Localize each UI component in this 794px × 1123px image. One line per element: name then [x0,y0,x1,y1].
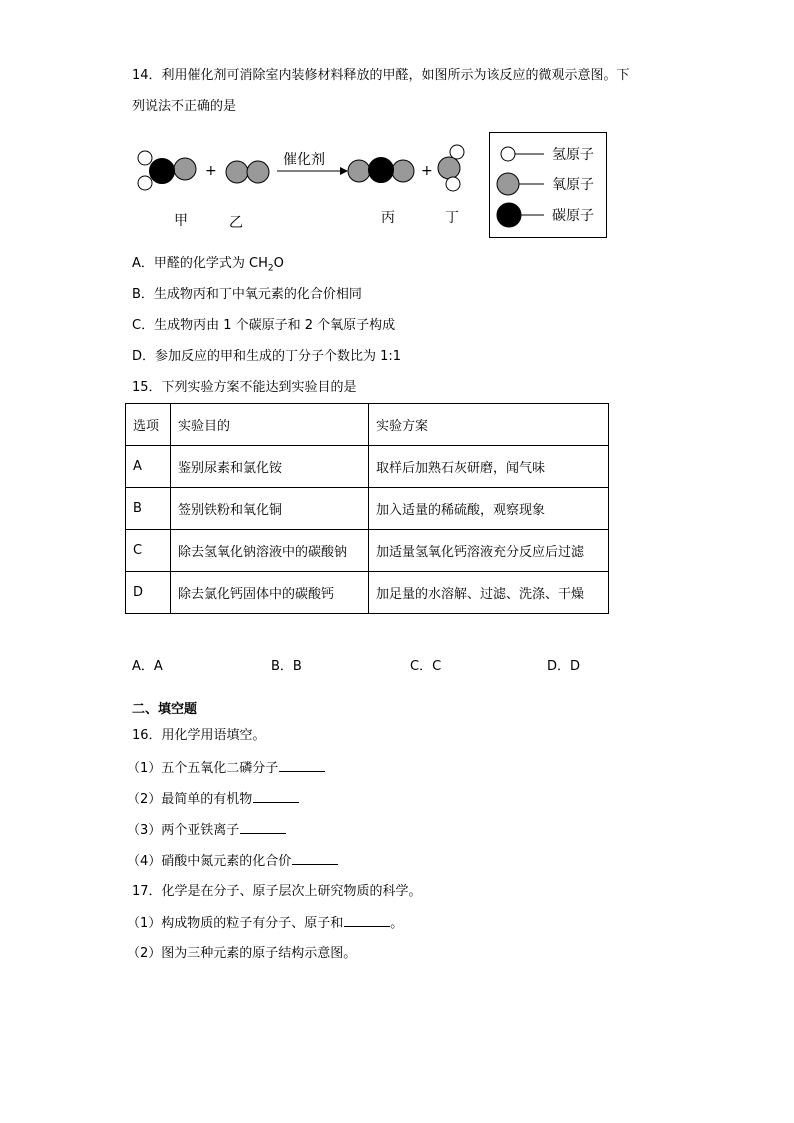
row-purpose: 除去氢氧化钠溶液中的碳酸钠 [171,530,369,572]
oxygen-atom-icon [497,173,519,195]
hydrogen-atom-icon [501,147,515,161]
row-option: D [126,572,171,614]
q15-choice-a: A．A [132,659,163,674]
q17-item-1: （1）构成物质的粒子有分子、原子和 。 [127,916,404,931]
q14-option-b: B．生成物丙和丁中氧元素的化合价相同 [132,287,362,302]
row-purpose: 鉴别尿素和氯化铵 [171,446,369,488]
molecule-jia [138,151,196,190]
row-option: A [126,446,171,488]
q16-item-1: （1）五个五氧化二磷分子 [127,759,325,778]
table-row [126,530,609,572]
q14-option-d: D．参加反应的甲和生成的丁分子个数比为 1:1 [132,349,402,364]
row-plan: 加足量的水溶解、过滤、洗涤、干燥 [369,572,609,614]
answer-blank[interactable] [279,759,325,772]
q16-item-3: （3）两个亚铁离子 [127,821,286,840]
legend-carbon: 碳原子 [552,208,594,224]
header-plan: 实验方案 [369,404,609,446]
q14-option-c: C．生成物丙由 1 个碳原子和 2 个氧原子构成 [132,318,396,333]
q15-choice-b: B．B [271,659,302,674]
answer-blank[interactable] [292,852,338,865]
arrow-head-icon [340,167,348,175]
legend-hydrogen: 氢原子 [552,147,594,163]
q14-stem-line2: 列说法不正确的是 [132,99,237,114]
row-plan: 加适量氢氧化钙溶液充分反应后过滤 [369,530,609,572]
q17-stem: 17．化学是在分子、原子层次上研究物质的科学。 [132,884,422,899]
reaction-micro-diagram [130,128,610,240]
legend-box [490,133,607,238]
q15-stem: 15．下列实验方案不能达到实验目的是 [132,380,357,395]
label-jia: 甲 [174,213,188,229]
q16-stem: 16．用化学用语填空。 [132,728,266,743]
table-row [126,572,609,614]
header-option: 选项 [126,404,171,446]
carbon-atom-icon [497,203,521,227]
answer-blank[interactable] [344,914,390,927]
catalyst-label: 催化剂 [283,152,325,168]
row-option: B [126,488,171,530]
plus-sign: + [205,163,217,179]
row-purpose: 除去氯化钙固体中的碳酸钙 [171,572,369,614]
section-title: 二、填空题 [132,702,198,717]
table-row [126,446,609,488]
row-plan: 加入适量的稀硫酸，观察现象 [369,488,609,530]
row-purpose: 签别铁粉和氧化铜 [171,488,369,530]
q15-choice-c: C．C [410,659,442,674]
plus-sign: + [421,163,433,179]
label-yi: 乙 [229,215,243,231]
q14-option-a: A．甲醛的化学式为 $CH_2O$ [132,256,284,274]
table-header-row [126,404,609,446]
answer-blank[interactable] [240,821,286,834]
row-plan: 取样后加熟石灰研磨，闻气味 [369,446,609,488]
q15-choice-d: D．D [547,659,581,674]
legend-oxygen: 氧原子 [552,177,594,193]
header-purpose: 实验目的 [171,404,369,446]
molecule-bing [348,158,414,183]
q17-item-2: （2）图为三种元素的原子结构示意图。 [127,946,357,961]
table-row [126,488,609,530]
q15-experiment-table [125,403,609,614]
label-ding: 丁 [445,210,459,226]
q16-item-4: （4）硝酸中氮元素的化合价 [127,852,338,871]
q16-item-2: （2）最简单的有机物 [127,790,299,809]
label-bing: 丙 [381,210,395,226]
molecule-yi [226,161,269,183]
row-option: C [126,530,171,572]
answer-blank[interactable] [253,790,299,803]
molecule-ding [438,145,464,191]
q14-stem-line1: 14．利用催化剂可消除室内装修材料释放的甲醛，如图所示为该反应的微观示意图。下 [132,68,630,83]
